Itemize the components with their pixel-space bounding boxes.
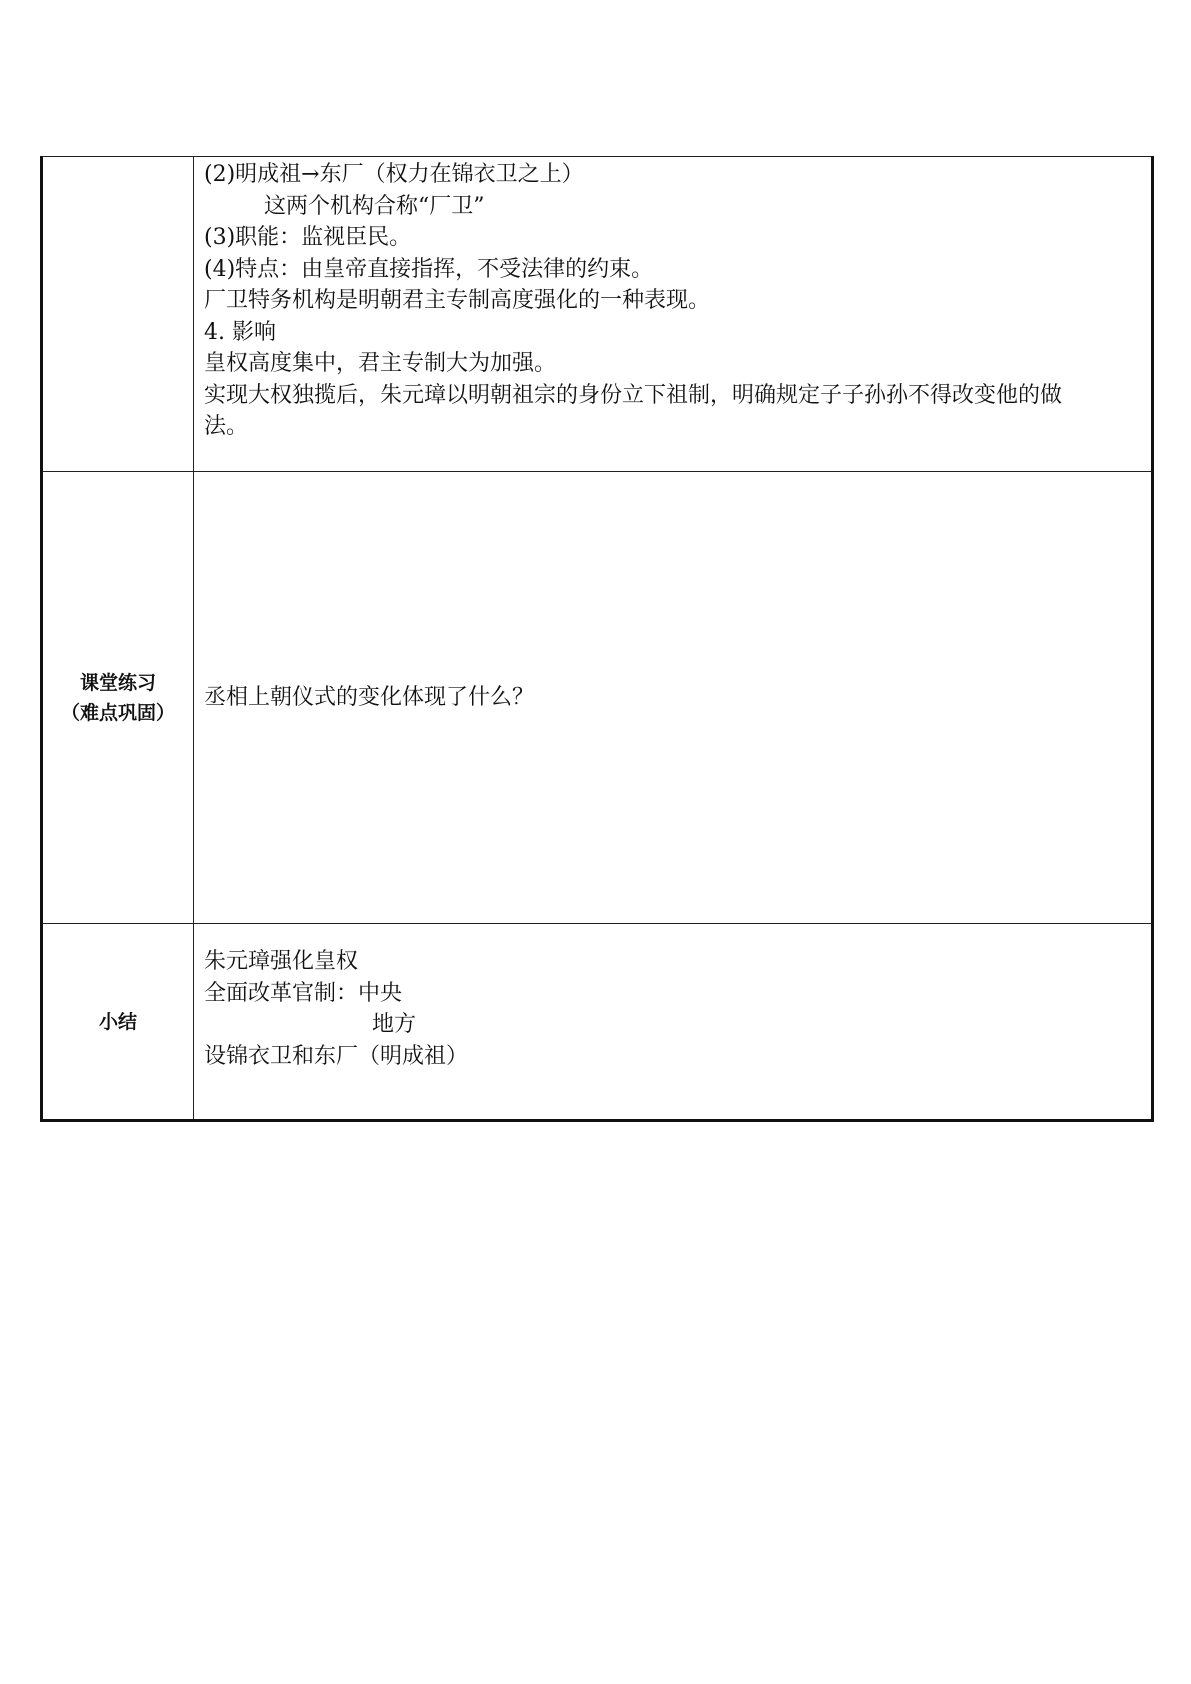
summary-line: 设锦衣卫和东厂（明成祖） [204, 1043, 469, 1069]
summary-line: 地方 [372, 1012, 417, 1037]
practice-label-line2: （难点巩固） [60, 701, 175, 724]
content-cell-practice [194, 472, 1153, 924]
practice-question: 丞相上朝仪式的变化体现了什么？ [204, 684, 535, 710]
content-line: 这两个机构合称“厂卫” [264, 193, 485, 219]
content-line: 实现大权独揽后，朱元璋以明朝祖宗的身份立下祖制，明确规定子子孙孙不得改变他的做 [204, 382, 1063, 408]
content-line: (2)明成祖→东厂（权力在锦衣卫之上） [204, 162, 584, 187]
row-label-practice [42, 472, 194, 924]
content-line: (4)特点：由皇帝直接指挥，不受法律的约束。 [204, 256, 654, 282]
row-label-empty [42, 157, 194, 472]
content-line: 法。 [204, 414, 249, 439]
practice-label-line1: 课堂练习 [79, 671, 156, 694]
content-line: 皇权高度集中，君主专制大为加强。 [204, 351, 557, 376]
content-line: (3)职能：监视臣民。 [204, 225, 412, 250]
lesson-plan-table [40, 156, 1154, 1122]
content-cell-summary [194, 924, 1153, 1121]
summary-line: 朱元璋强化皇权 [204, 949, 359, 974]
content-cell-continuation [194, 157, 1153, 472]
table-row-summary [42, 924, 1153, 1121]
content-line: 4. 影响 [204, 319, 276, 345]
table-row-continuation [42, 157, 1153, 472]
content-line: 厂卫特务机构是明朝君主专制高度强化的一种表现。 [204, 288, 711, 313]
table-row-practice [42, 472, 1153, 924]
summary-line: 全面改革官制：中央 [204, 980, 403, 1006]
row-label-summary: 小结 [42, 924, 194, 1121]
